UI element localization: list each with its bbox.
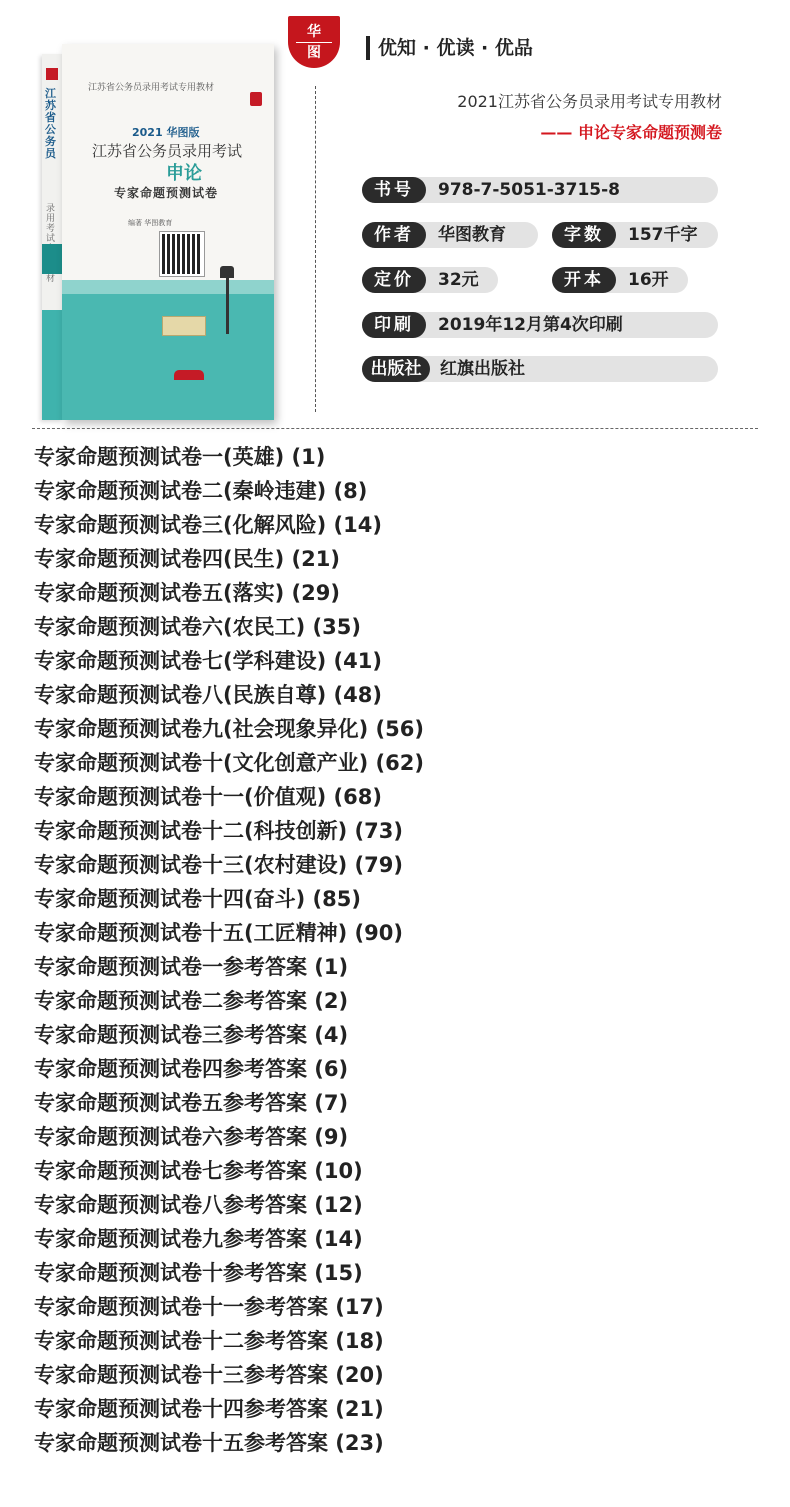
author-value: 华图教育 [438,225,506,245]
wordcount-value: 157千字 [628,225,698,245]
toc-item: 专家命题预测试卷十五(工匠精神) (90) [34,921,403,945]
street-lamp-pole [226,276,229,334]
spine-subtitle: 录用考试 材 [46,204,56,284]
badge-char-1: 华 [307,24,321,40]
print-label: 印刷 [362,312,426,338]
toc-item: 专家命题预测试卷一(英雄) (1) [34,445,326,469]
cover-subject: 申论 [166,163,202,184]
wordcount-label: 字数 [552,222,616,248]
series-title: 2021江苏省公务员录用考试专用教材 [457,92,722,111]
toc-item: 专家命题预测试卷七参考答案 (10) [34,1159,363,1183]
toc-item: 专家命题预测试卷十四参考答案 (21) [34,1397,384,1421]
toc-item: 专家命题预测试卷八参考答案 (12) [34,1193,363,1217]
toc-item: 专家命题预测试卷五(落实) (29) [34,581,340,605]
toc-item: 专家命题预测试卷四(民生) (21) [34,547,340,571]
toc-item: 专家命题预测试卷九(社会现象异化) (56) [34,717,424,741]
book-front-cover [62,44,274,420]
badge-rule [296,42,332,43]
toc-item: 专家命题预测试卷三参考答案 (4) [34,1023,349,1047]
series-subtitle: —— 申论专家命题预测卷 [540,123,722,142]
book-cover-image [42,44,274,422]
toc-item: 专家命题预测试卷六(农民工) (35) [34,615,361,639]
badge-char-2: 图 [307,45,321,61]
isbn-value: 978-7-5051-3715-8 [438,180,620,200]
vertical-divider [315,86,316,412]
author-label: 作者 [362,222,426,248]
spine-title: 江苏省公务员 [45,87,56,160]
publisher-logo [174,370,204,380]
toc-item: 专家命题预测试卷十一参考答案 (17) [34,1295,384,1319]
cover-year-badge: 2021 华图版 [132,126,200,139]
publisher-label: 出版社 [362,356,430,382]
brand-badge [288,16,340,68]
spine-teal-band [42,310,62,420]
cover-topline: 江苏省公务员录用考试专用教材 [88,83,215,93]
toc-item: 专家命题预测试卷十三参考答案 (20) [34,1363,384,1387]
cover-brand-logo [250,92,262,106]
toc-item: 专家命题预测试卷十五参考答案 (23) [34,1431,384,1455]
spine-logo [46,68,58,80]
toc-item: 专家命题预测试卷十二参考答案 (18) [34,1329,384,1353]
toc-item: 专家命题预测试卷五参考答案 (7) [34,1091,349,1115]
toc-item: 专家命题预测试卷三(化解风险) (14) [34,513,382,537]
toc-item: 专家命题预测试卷十四(奋斗) (85) [34,887,361,911]
toc-item: 专家命题预测试卷九参考答案 (14) [34,1227,363,1251]
cover-subtitle: 专家命题预测试卷 [114,186,219,200]
cover-teal-stripe [62,280,274,294]
isbn-label: 书号 [362,177,426,203]
brand-slogan: 优知 · 优读 · 优品 [378,37,533,59]
spine-band [42,244,62,274]
toc-item: 专家命题预测试卷十三(农村建设) (79) [34,853,403,877]
price-label: 定价 [362,267,426,293]
toc-item: 专家命题预测试卷二(秦岭违建) (8) [34,479,368,503]
toc-item: 专家命题预测试卷六参考答案 (9) [34,1125,349,1149]
print-value: 2019年12月第4次印刷 [438,315,623,335]
qr-code-icon [160,232,204,276]
slogan-accent-bar [366,36,370,60]
cover-editor: 编著 华图教育 [128,219,173,227]
toc-item: 专家命题预测试卷十一(价值观) (68) [34,785,382,809]
price-value: 32元 [438,270,479,290]
toc-item: 专家命题预测试卷十(文化创意产业) (62) [34,751,424,775]
format-label: 开本 [552,267,616,293]
horizontal-divider [32,428,758,429]
toc-item: 专家命题预测试卷十参考答案 (15) [34,1261,363,1285]
table-of-contents [34,440,754,1460]
toc-item: 专家命题预测试卷八(民族自尊) (48) [34,683,382,707]
publisher-value: 红旗出版社 [440,359,525,379]
toc-item: 专家命题预测试卷四参考答案 (6) [34,1057,349,1081]
cover-title: 江苏省公务员录用考试 [92,142,243,160]
toc-item: 专家命题预测试卷七(学科建设) (41) [34,649,382,673]
toc-item: 专家命题预测试卷十二(科技创新) (73) [34,819,403,843]
format-value: 16开 [628,270,669,290]
cover-teal-ground [62,290,274,420]
toc-item: 专家命题预测试卷一参考答案 (1) [34,955,349,979]
book-spine [42,54,63,420]
toc-item: 专家命题预测试卷二参考答案 (2) [34,989,349,1013]
bench-icon [162,316,206,336]
